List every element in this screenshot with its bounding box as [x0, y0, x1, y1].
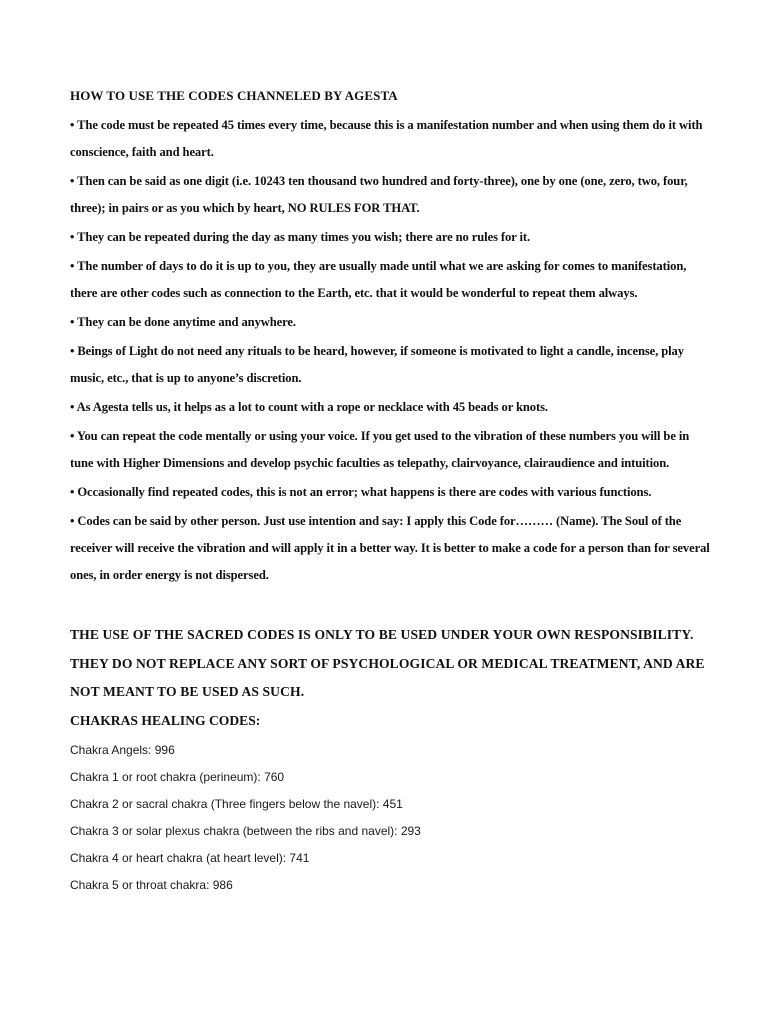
- instruction-item: • They can be done anytime and anywhere.: [70, 315, 296, 329]
- responsibility-warning: THE USE OF THE SACRED CODES IS ONLY TO BE USED UNDER YOUR OWN RESPONSIBILITY. THEY DO NOT REPLACE ANY SORT OF PSYCHOLOGICAL OR MEDICAL TREATMENT, AND ARE NOT MEANT TO BE USED AS SUCH.: [70, 627, 705, 699]
- chakra-code-item: Chakra 4 or heart chakra (at heart level): 741: [70, 850, 310, 865]
- chakra-code-item: Chakra 1 or root chakra (perineum): 760: [70, 769, 285, 784]
- section-heading: HOW TO USE THE CODES CHANNELED BY AGESTA: [70, 88, 398, 103]
- instruction-item: • Then can be said as one digit (i.e. 10243 ten thousand two hundred and forty-three), one by one (one, zero, two, four, three); in pairs or as you which by heart, NO RULES FOR THAT.: [70, 174, 688, 215]
- instruction-item: • You can repeat the code mentally or using your voice. If you get used to the vibration of these numbers you will be in tune with Higher Dimensions and develop psychic faculties as telepathy, clairvoyance, clairaudience and intuition.: [70, 429, 690, 470]
- chakra-code-item: Chakra 2 or sacral chakra (Three fingers below the navel): 451: [70, 796, 403, 811]
- instruction-list: [70, 112, 710, 589]
- spacer: [70, 591, 710, 621]
- chakra-code-item: Chakra 3 or solar plexus chakra (between the ribs and navel): 293: [70, 823, 421, 838]
- chakra-code-list: [70, 737, 710, 899]
- instruction-item: • Codes can be said by other person. Just use intention and say: I apply this Code for……… (Name). The Soul of the receiver will receive the vibration and will apply it in a better way. It is better to make a code for a person than for several ones, in order energy is not dispersed.: [70, 514, 710, 582]
- instruction-item: • The code must be repeated 45 times every time, because this is a manifestation number and when using them do it with conscience, faith and heart.: [70, 118, 703, 159]
- chakra-code-item: Chakra Angels: 996: [70, 742, 175, 757]
- instruction-item: • Beings of Light do not need any rituals to be heard, however, if someone is motivated to light a candle, incense, play music, etc., that is up to anyone’s discretion.: [70, 344, 684, 385]
- chakra-codes-heading: CHAKRAS HEALING CODES:: [70, 712, 261, 728]
- chakra-code-item: Chakra 5 or throat chakra: 986: [70, 877, 233, 892]
- instruction-item: • Occasionally find repeated codes, this is not an error; what happens is there are codes with various functions.: [70, 485, 652, 499]
- instruction-item: • The number of days to do it is up to you, they are usually made until what we are asking for comes to manifestation, there are other codes such as connection to the Earth, etc. that it would be wonderful to repeat them always.: [70, 259, 687, 300]
- instruction-item: • They can be repeated during the day as many times you wish; there are no rules for it.: [70, 230, 531, 244]
- document-body: [70, 86, 710, 899]
- instruction-item: • As Agesta tells us, it helps as a lot to count with a rope or necklace with 45 beads or knots.: [70, 400, 548, 414]
